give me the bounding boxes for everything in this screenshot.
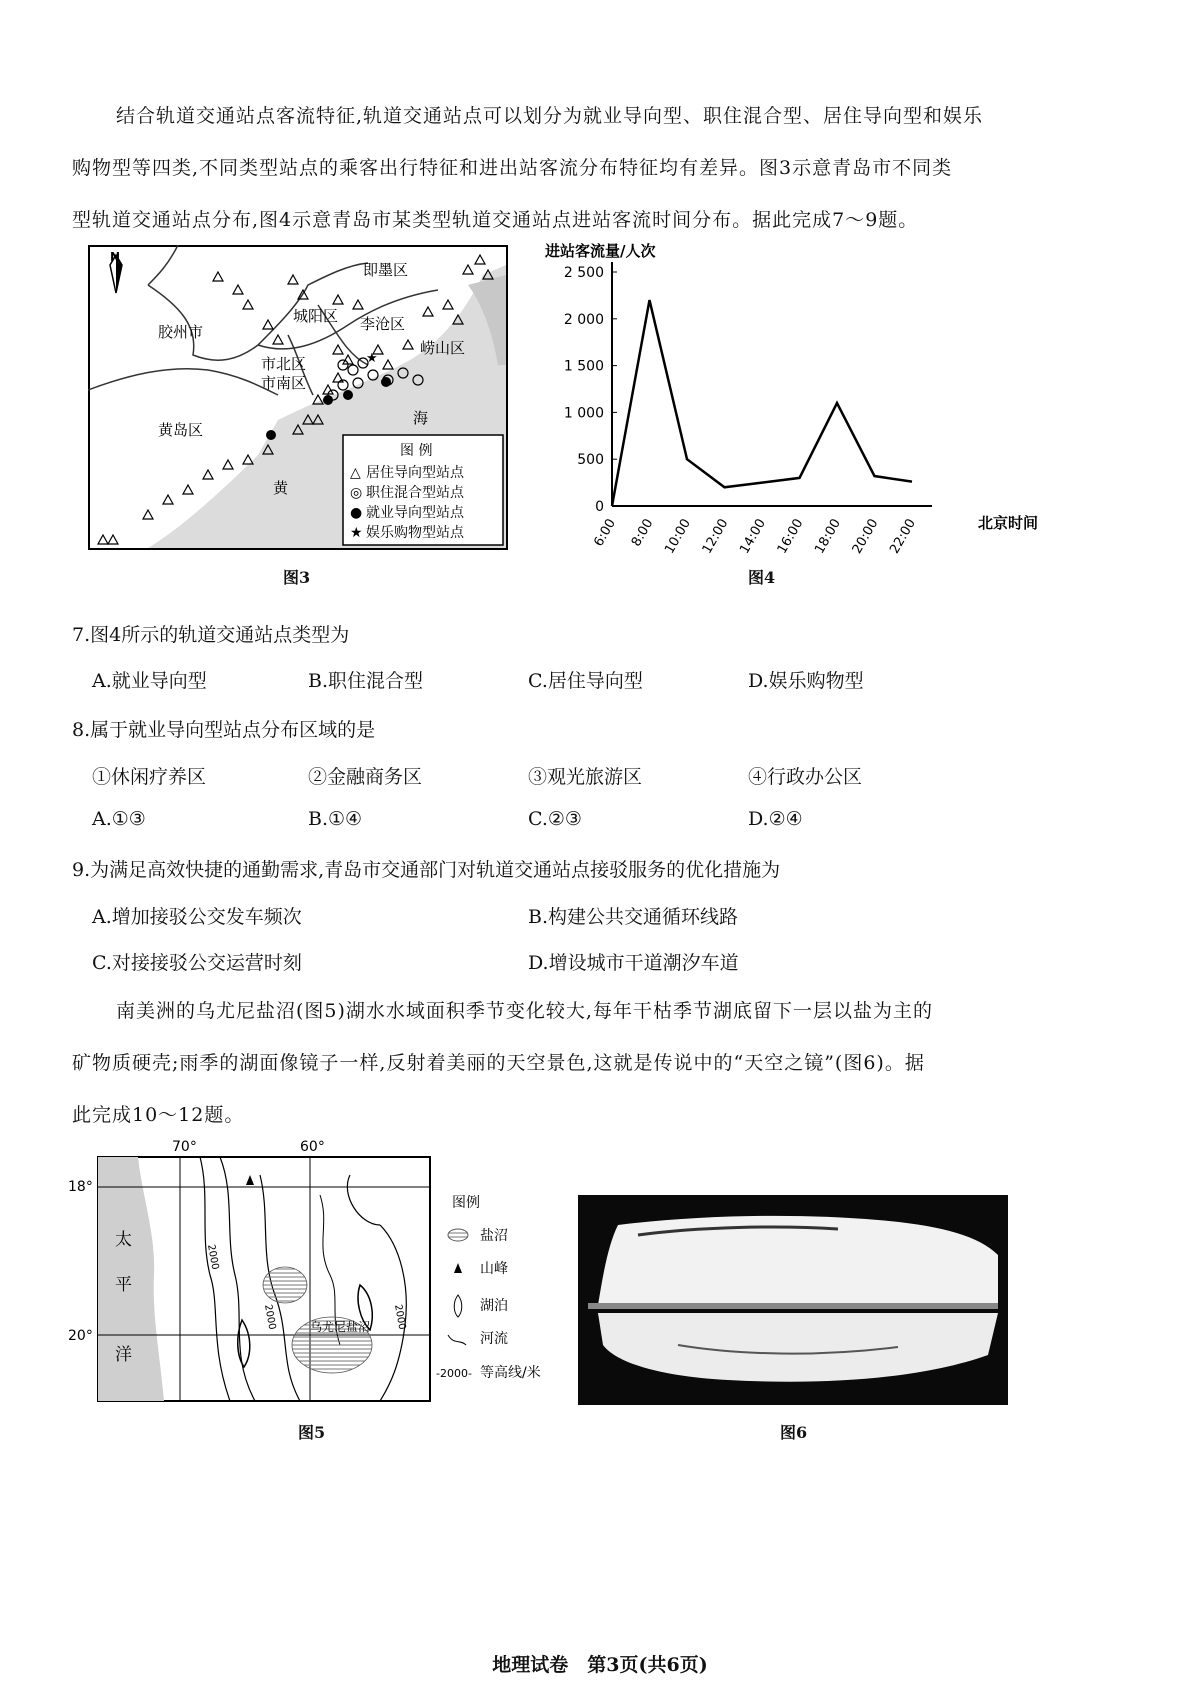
y-tick-labels bbox=[564, 265, 617, 515]
x-tick-label: 12:00 bbox=[699, 516, 732, 557]
x-tick-label: 18:00 bbox=[812, 516, 844, 557]
x-tick-label: 14:00 bbox=[737, 516, 769, 557]
legend-river-icon bbox=[448, 1335, 466, 1345]
legend-river: 河流 bbox=[480, 1331, 508, 1347]
legend-peak: 山峰 bbox=[480, 1261, 508, 1277]
intro2-line-2: 矿物质硬壳;雨季的湖面像镜子一样,反射着美丽的天空景色,这就是传说中的“天空之镜”(图6)。据 bbox=[72, 1052, 925, 1074]
intro1-line-1: 结合轨道交通站点客流特征,轨道交通站点可以划分为就业导向型、职住混合型、居住导向型和娱乐 bbox=[116, 105, 984, 127]
y-tick-label: 1 500 bbox=[563, 358, 604, 375]
ocean-char-1: 太 bbox=[115, 1230, 132, 1250]
y-tick-label: 1 000 bbox=[563, 405, 604, 422]
legend-symbol-entertainment: ★ bbox=[350, 525, 363, 541]
q8-option-c: C.②③ bbox=[528, 808, 582, 830]
contour-label-1: 2000 bbox=[205, 1243, 221, 1271]
y-tick-label: 0 bbox=[595, 499, 604, 515]
intro2-line-1: 南美洲的乌尤尼盐沼(图5)湖水水域面积季节变化较大,每年干枯季节湖底留下一层以盐为主的 bbox=[116, 1000, 933, 1022]
x-tick-label: 8:00 bbox=[628, 516, 657, 550]
figure-5-caption: 图5 bbox=[298, 1423, 326, 1442]
label-yellow: 黄 bbox=[273, 479, 289, 497]
q8-option-b: B.①④ bbox=[308, 808, 363, 830]
figure-6-photo bbox=[578, 1195, 1008, 1405]
question-8-stem: 8.属于就业导向型站点分布区域的是 bbox=[72, 719, 376, 741]
x-tick-labels bbox=[591, 517, 919, 557]
ocean-char-3: 洋 bbox=[115, 1345, 132, 1365]
y-tick-label: 2 500 bbox=[563, 265, 604, 281]
contour-label-3: 2000 bbox=[392, 1303, 408, 1331]
q9-option-a: A.增加接驳公交发车频次 bbox=[92, 906, 302, 928]
entertainment-station: ★ bbox=[366, 351, 378, 366]
lat-label-20: 20° bbox=[68, 1328, 93, 1344]
q8-option-d: D.②④ bbox=[748, 808, 803, 830]
intro-paragraph-2 bbox=[72, 985, 1132, 1141]
figure-3-map bbox=[88, 245, 508, 550]
x-axis-label: 北京时间 bbox=[978, 514, 1039, 532]
legend-label-mixed: 职住混合型站点 bbox=[366, 485, 464, 501]
q7-option-a: A.就业导向型 bbox=[92, 670, 207, 692]
fig5-legend bbox=[436, 1195, 541, 1381]
fig3-legend-title: 图 例 bbox=[400, 443, 433, 459]
legend-symbol-residential: △ bbox=[350, 465, 361, 481]
region-jimo: 即墨区 bbox=[363, 261, 409, 279]
figure-4-chart bbox=[540, 240, 1100, 560]
legend-lake-icon bbox=[454, 1295, 462, 1317]
question-7-stem: 7.图4所示的轨道交通站点类型为 bbox=[72, 624, 350, 646]
chart-axes bbox=[612, 262, 932, 506]
lon-label-70: 70° bbox=[172, 1139, 197, 1155]
lat-label-18: 18° bbox=[68, 1179, 93, 1195]
legend-label-employment: 就业导向型站点 bbox=[366, 505, 464, 521]
region-shibei: 市北区 bbox=[261, 355, 307, 373]
legend-symbol-mixed: ◎ bbox=[350, 485, 363, 501]
label-sea: 海 bbox=[413, 409, 429, 427]
x-tick-label: 16:00 bbox=[774, 516, 807, 557]
x-tick-label: 22:00 bbox=[887, 516, 919, 557]
q8-item-3: ③观光旅游区 bbox=[528, 766, 643, 788]
lon-label-60: 60° bbox=[300, 1139, 325, 1155]
q9-option-d: D.增设城市干道潮汐车道 bbox=[528, 952, 739, 974]
ocean-char-2: 平 bbox=[115, 1275, 132, 1295]
region-licang: 李沧区 bbox=[360, 315, 406, 333]
page-footer: 地理试卷 第3页(共6页) bbox=[492, 1654, 708, 1676]
intro1-line-2: 购物型等四类,不同类型站点的乘客出行特征和进出站客流分布特征均有差异。图3示意青岛市不同类 bbox=[72, 157, 953, 179]
y-tick-label: 500 bbox=[577, 452, 604, 469]
fig3-legend bbox=[343, 435, 503, 545]
legend-contour: 等高线/米 bbox=[480, 1365, 541, 1381]
figure-4-caption: 图4 bbox=[748, 568, 776, 587]
x-tick-label: 6:00 bbox=[591, 516, 619, 550]
q8-item-1: ①休闲疗养区 bbox=[92, 766, 207, 788]
x-tick-label: 20:00 bbox=[849, 516, 882, 557]
legend-lake: 湖泊 bbox=[480, 1298, 508, 1314]
salt-flat-label: 乌尤尼盐沼 bbox=[310, 1320, 371, 1334]
question-9-stem: 9.为满足高效快捷的通勤需求,青岛市交通部门对轨道交通站点接驳服务的优化措施为 bbox=[72, 859, 781, 881]
intro-paragraph-1 bbox=[72, 90, 1132, 246]
legend-symbol-employment: ● bbox=[350, 505, 363, 521]
intro2-line-3: 此完成10～12题。 bbox=[72, 1104, 245, 1126]
legend-salt-icon bbox=[448, 1229, 468, 1241]
legend-label-residential: 居住导向型站点 bbox=[366, 465, 464, 481]
q7-option-c: C.居住导向型 bbox=[528, 670, 643, 692]
q7-option-b: B.职住混合型 bbox=[308, 670, 424, 692]
region-laoshan: 崂山区 bbox=[420, 339, 466, 357]
north-label: N bbox=[110, 250, 121, 264]
q8-option-a: A.①③ bbox=[92, 808, 146, 830]
q8-item-2: ②金融商务区 bbox=[308, 766, 423, 788]
legend-salt: 盐沼 bbox=[480, 1228, 508, 1244]
q9-option-c: C.对接接驳公交运营时刻 bbox=[92, 952, 302, 974]
figure-3-caption: 图3 bbox=[283, 568, 311, 587]
y-axis-label: 进站客流量/人次 bbox=[545, 242, 656, 260]
fig5-legend-title: 图例 bbox=[452, 1195, 480, 1211]
q9-option-b: B.构建公共交通循环线路 bbox=[528, 906, 739, 928]
legend-contour-icon: -2000- bbox=[436, 1367, 472, 1380]
contour-label-2: 2000 bbox=[262, 1303, 278, 1331]
x-tick-label: 10:00 bbox=[662, 516, 694, 557]
legend-label-entertainment: 娱乐购物型站点 bbox=[366, 525, 464, 541]
region-shinan: 市南区 bbox=[261, 374, 307, 392]
region-chengyang: 城阳区 bbox=[293, 307, 339, 325]
y-tick-label: 2 000 bbox=[563, 311, 604, 328]
q7-option-d: D.娱乐购物型 bbox=[748, 670, 864, 692]
intro1-line-3: 型轨道交通站点分布,图4示意青岛市某类型轨道交通站点进站客流时间分布。据此完成7～9题。 bbox=[72, 209, 919, 231]
figure-5-map bbox=[60, 1135, 580, 1405]
q8-item-4: ④行政办公区 bbox=[748, 766, 863, 788]
legend-peak-icon bbox=[454, 1263, 462, 1273]
region-huangdao: 黄岛区 bbox=[158, 421, 204, 439]
series-line bbox=[612, 300, 912, 506]
region-jiaozhou: 胶州市 bbox=[158, 323, 204, 341]
figure-6-caption: 图6 bbox=[780, 1423, 808, 1442]
